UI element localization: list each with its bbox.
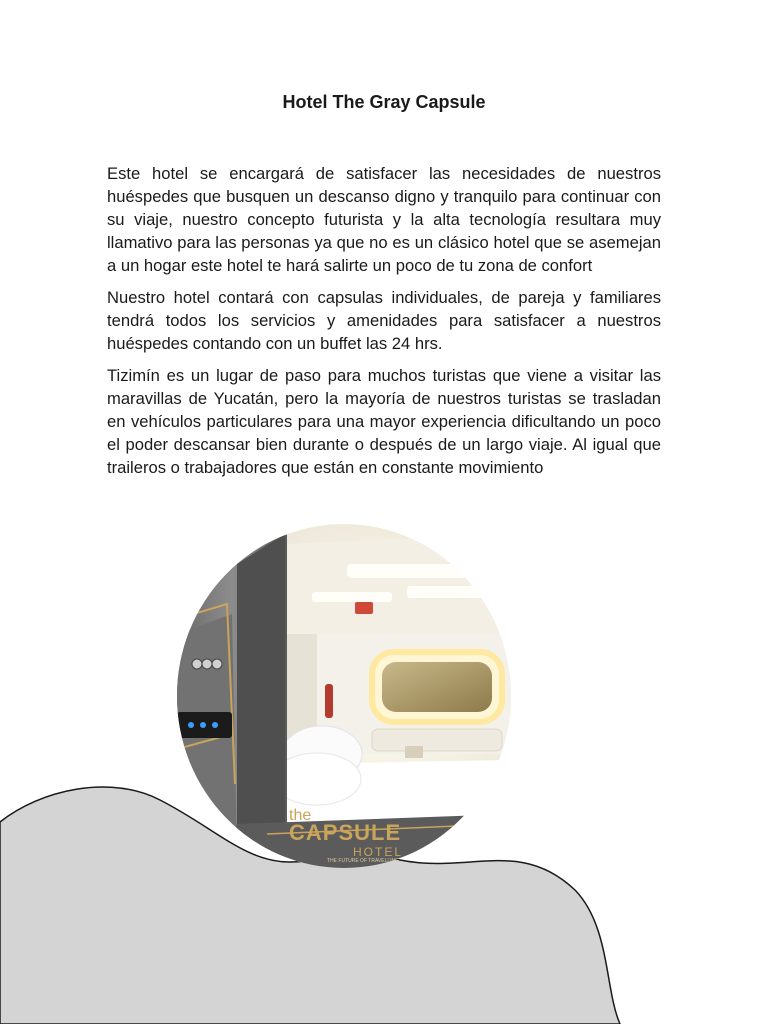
paragraph-2: Nuestro hotel contará con capsulas individuales, de pareja y familiares tendrá todos los servicios y amenidades para satisfacer a nuestros huéspedes contando con un buffet las 24 hrs. [107, 288, 661, 353]
paragraph-3: Tizimín es un lugar de paso para muchos turistas que viene a visitar las maravillas de Yucatán, pero la mayoría de nuestros turistas se trasladan en vehículos particulares para una mayor experiencia dificultando un poco el poder descansar bien durante o después de un largo viaje. Al igual que traileros o trabajadores que están en constante movimiento [107, 366, 661, 477]
logo-tagline: THE FUTURE OF TRAVELLING [327, 858, 400, 864]
body-text [107, 162, 661, 488]
capsule-hotel-photo [177, 524, 511, 869]
logo-small-text: the [289, 807, 312, 824]
logo-sub-text: HOTEL [353, 845, 404, 859]
page-title: Hotel The Gray Capsule [282, 92, 486, 112]
logo-main-text: CAPSULE [289, 820, 402, 845]
paragraph-1: Este hotel se encargará de satisfacer las necesidades de nuestros huéspedes que busquen un descanso digno y tranquilo para continuar con su viaje, nuestro concepto futurista y la alta tecnología resultara muy llamativo para las personas ya que no es un clásico hotel que se asemejan a un hogar este hotel te hará salirte un poco de tu zona de confort [107, 164, 661, 275]
